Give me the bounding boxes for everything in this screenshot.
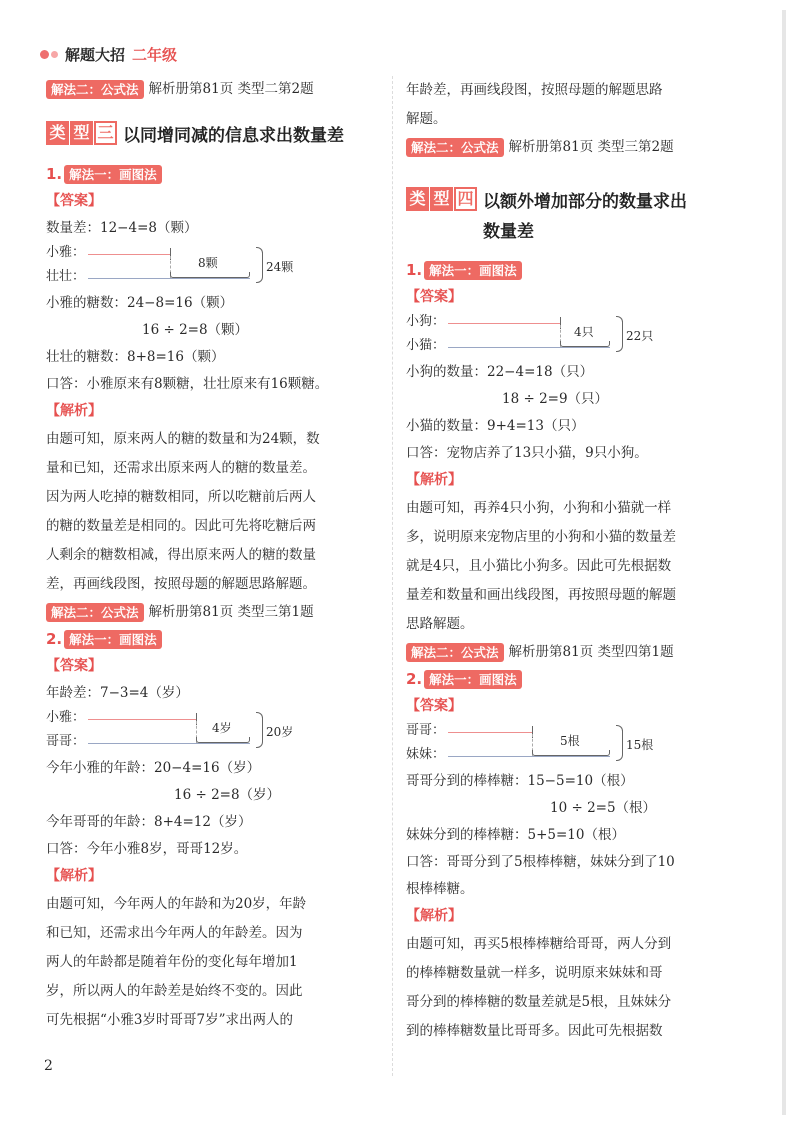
section-title-type4 <box>406 187 742 247</box>
analysis-line: 由题可知，再养4只小狗，小狗和小猫就一样 <box>406 500 672 516</box>
analysis-line: 哥分到的棒棒糖的数量差就是5根，且妹妹分 <box>406 994 672 1010</box>
diagram-label-a: 小狗： <box>406 314 446 329</box>
diagram-label-a: 小雅： <box>46 245 86 260</box>
analysis-line: 由题可知，原来两人的糖的数量和为24颗，数 <box>46 431 320 447</box>
question-1-head: 1. 解法一：画图法 <box>46 161 382 188</box>
page-header <box>40 44 177 65</box>
analysis-tag: 【解析】 <box>406 472 462 488</box>
question-1-head: 1. 解法一：画图法 <box>406 257 742 284</box>
total-label: 22只 <box>626 329 654 343</box>
step-line: 哥哥分到的棒棒糖：15−5=10（根） <box>406 773 634 789</box>
header-dots-icon <box>40 50 58 59</box>
analysis-line: 和已知，还需求出今年两人的年龄差。因为 <box>46 925 303 941</box>
analysis-line: 多，说明原来宠物店里的小狗和小猫的数量差 <box>406 529 676 545</box>
method-ref <box>46 599 382 626</box>
grade-label: 二年级 <box>132 46 178 64</box>
method-pill: 解法二：公式法 <box>46 80 144 99</box>
ref-text: 解析册第81页 类型四第1题 <box>508 644 674 660</box>
type-badge: 类 型 四 <box>406 187 478 211</box>
method-pill: 解法二：公式法 <box>406 138 504 157</box>
answer-statement: 口答：哥哥分到了5根棒棒糖，妹妹分到了10 <box>406 854 675 870</box>
answer-statement: 口答：宠物店养了13只小猫，9只小狗。 <box>406 445 648 461</box>
analysis-line: 岁，所以两人的年龄差是始终不变的。因此 <box>46 983 303 999</box>
step-line: 小猫的数量：9+4=13（只） <box>406 418 585 434</box>
segment-diagram <box>46 242 382 290</box>
difference-line: 数量差：12−4=8（颗） <box>46 220 198 236</box>
step-line: 今年小雅的年龄：20−4=16（岁） <box>46 760 261 776</box>
ref-text: 解析册第81页 类型三第1题 <box>148 604 314 620</box>
answer-tag: 【答案】 <box>406 698 462 714</box>
analysis-line: 由题可知，今年两人的年龄和为20岁，年龄 <box>46 896 307 912</box>
step-line: 16 ÷ 2=8（岁） <box>174 787 281 803</box>
analysis-line: 思路解题。 <box>406 616 474 632</box>
analysis-tag: 【解析】 <box>406 908 462 924</box>
total-label: 24颗 <box>266 260 294 274</box>
page-edge-shadow <box>782 10 786 1115</box>
ref-text: 解析册第81页 类型二第2题 <box>148 81 314 97</box>
analysis-line: 量差和数量和画出线段图，再按照母题的解题 <box>406 587 676 603</box>
analysis-line: 两人的年龄都是随着年份的变化每年增加1 <box>46 954 298 970</box>
analysis-line: 差，再画线段图，按照母题的解题思路解题。 <box>46 576 316 592</box>
step-line: 10 ÷ 2=5（根） <box>550 800 657 816</box>
method-pill: 解法一：画图法 <box>424 261 522 280</box>
question-2-head: 2. 解法一：画图法 <box>406 666 742 693</box>
diagram-label-a: 哥哥： <box>406 723 446 738</box>
brace-label: 8颗 <box>198 256 218 270</box>
answer-statement: 根棒棒糖。 <box>406 881 474 897</box>
brace-label: 4只 <box>574 325 594 339</box>
analysis-line: 到的棒棒糖数量比哥哥多。因此可先根据数 <box>406 1023 663 1039</box>
step-line: 16 ÷ 2=8（颗） <box>142 322 249 338</box>
step-line: 壮壮的糖数：8+8=16（颗） <box>46 349 225 365</box>
diagram-label-b: 壮壮： <box>46 269 86 284</box>
method-ref <box>406 639 742 666</box>
analysis-line: 的糖的数量差是相同的。因此可先将吃糖后两 <box>46 518 316 534</box>
diagram-label-b: 妹妹： <box>406 747 446 762</box>
column-divider <box>392 76 393 1076</box>
book-title: 解题大招 <box>65 46 126 64</box>
method-ref <box>46 76 382 103</box>
section-title-type3 <box>46 121 382 151</box>
analysis-line: 人剩余的糖数相减，得出原来两人的糖的数量 <box>46 547 316 563</box>
ref-text: 解析册第81页 类型三第2题 <box>508 139 674 155</box>
answer-statement: 口答：小雅原来有8颗糖，壮壮原来有16颗糖。 <box>46 376 329 392</box>
diagram-label-b: 哥哥： <box>46 734 86 749</box>
analysis-line: 就是4只，且小猫比小狗多。因此可先根据数 <box>406 558 672 574</box>
analysis-line: 由题可知，再买5根棒棒糖给哥哥，两人分到 <box>406 936 672 952</box>
answer-tag: 【答案】 <box>46 658 102 674</box>
brace-label: 5根 <box>560 734 580 748</box>
method-pill: 解法一：画图法 <box>424 670 522 689</box>
analysis-line: 量和已知，还需求出原来两人的糖的数量差。 <box>46 460 316 476</box>
difference-line: 年龄差：7−3=4（岁） <box>46 685 189 701</box>
method-pill: 解法一：画图法 <box>64 630 162 649</box>
segment-diagram <box>406 311 742 359</box>
type-badge: 类 型 三 <box>46 121 118 145</box>
analysis-line: 因为两人吃掉的糖数相同，所以吃糖前后两人 <box>46 489 316 505</box>
right-column <box>406 76 742 1046</box>
left-column <box>46 76 382 1035</box>
segment-diagram <box>46 707 382 755</box>
page-number: 2 <box>44 1058 53 1074</box>
analysis-tag: 【解析】 <box>46 403 102 419</box>
analysis-tag: 【解析】 <box>46 868 102 884</box>
answer-tag: 【答案】 <box>406 289 462 305</box>
analysis-line: 年龄差，再画线段图，按照母题的解题思路 <box>406 82 663 98</box>
total-label: 15根 <box>626 738 654 752</box>
analysis-line: 的棒棒糖数量就一样多，说明原来妹妹和哥 <box>406 965 663 981</box>
brace-label: 4岁 <box>212 721 232 735</box>
method-pill: 解法二：公式法 <box>406 643 504 662</box>
diagram-label-a: 小雅： <box>46 710 86 725</box>
method-pill: 解法二：公式法 <box>46 603 144 622</box>
method-pill: 解法一：画图法 <box>64 165 162 184</box>
segment-diagram <box>406 720 742 768</box>
step-line: 今年哥哥的年龄：8+4=12（岁） <box>46 814 252 830</box>
diagram-label-b: 小猫： <box>406 338 446 353</box>
step-line: 小狗的数量：22−4=18（只） <box>406 364 594 380</box>
answer-tag: 【答案】 <box>46 193 102 209</box>
analysis-line: 解题。 <box>406 111 447 127</box>
analysis-line: 可先根据“小雅3岁时哥哥7岁”求出两人的 <box>46 1012 293 1028</box>
total-label: 20岁 <box>266 725 294 739</box>
answer-statement: 口答：今年小雅8岁，哥哥12岁。 <box>46 841 248 857</box>
step-line: 妹妹分到的棒棒糖：5+5=10（根） <box>406 827 625 843</box>
method-ref <box>406 134 742 161</box>
step-line: 小雅的糖数：24−8=16（颗） <box>46 295 234 311</box>
section-title-text: 以同增同减的信息求出数量差 <box>123 126 344 146</box>
question-2-head: 2. 解法一：画图法 <box>46 626 382 653</box>
section-title-text: 以额外增加部分的数量求出 数量差 <box>483 192 687 242</box>
step-line: 18 ÷ 2=9（只） <box>502 391 609 407</box>
